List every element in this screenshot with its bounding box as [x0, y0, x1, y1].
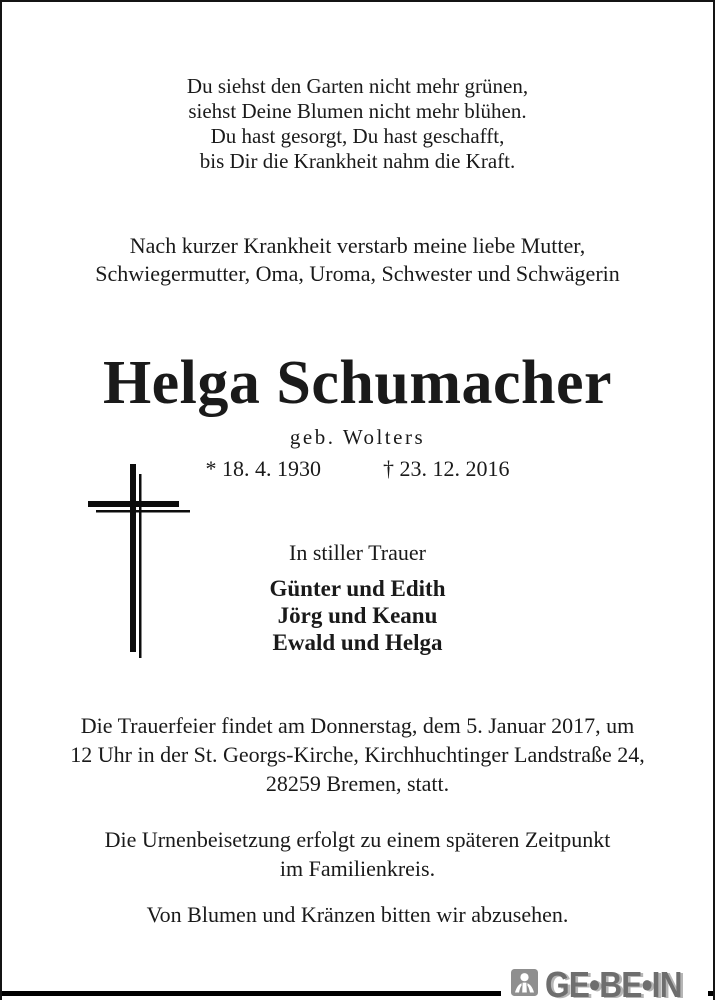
urn-line: im Familienkreis.	[279, 856, 436, 881]
poem-line: Du siehst den Garten nicht mehr grünen,	[186, 74, 529, 98]
gebein-figure-icon	[511, 969, 538, 996]
maiden-name: geb. Wolters	[289, 425, 426, 449]
gebein-logo-text: GE•BE•IN	[544, 964, 682, 1000]
gebein-logo	[501, 964, 708, 1000]
death-date: † 23. 12. 2016	[383, 456, 510, 481]
poem-line: bis Dir die Krankheit nahm die Kraft.	[199, 149, 516, 173]
urn-line: Die Urnenbeisetzung erfolgt zu einem späteren Zeitpunkt	[104, 827, 611, 852]
memorial-poem	[2, 2, 713, 174]
deceased-name: Helga Schumacher	[102, 349, 613, 417]
mourner-name: Günter und Edith	[269, 576, 446, 601]
funeral-line: 28259 Bremen, statt.	[265, 771, 450, 796]
mourner-name: Ewald und Helga	[272, 630, 443, 655]
funeral-line: 12 Uhr in der St. Georgs-Kirche, Kirchhuchtinger Landstraße 24,	[70, 742, 645, 767]
poem-line: Du hast gesorgt, Du hast geschafft,	[210, 124, 505, 148]
mourner-name: Jörg und Keanu	[277, 603, 438, 628]
announcement-line: Schwiegermutter, Oma, Uroma, Schwester und Schwägerin	[95, 261, 620, 286]
urn-burial-note	[2, 825, 713, 883]
announcement-line: Nach kurzer Krankheit verstarb meine liebe Mutter,	[129, 233, 586, 258]
condolence-header: In stiller Trauer	[289, 540, 426, 565]
memorial-cross-icon	[88, 463, 190, 659]
funeral-line: Die Trauerfeier findet am Donnerstag, dem 5. Januar 2017, um	[80, 713, 635, 738]
birth-date: * 18. 4. 1930	[205, 456, 321, 481]
poem-line: siehst Deine Blumen nicht mehr blühen.	[188, 99, 527, 123]
death-announcement	[2, 232, 713, 288]
funeral-details	[2, 711, 713, 798]
flowers-request: Von Blumen und Kränzen bitten wir abzusehen.	[146, 902, 569, 927]
